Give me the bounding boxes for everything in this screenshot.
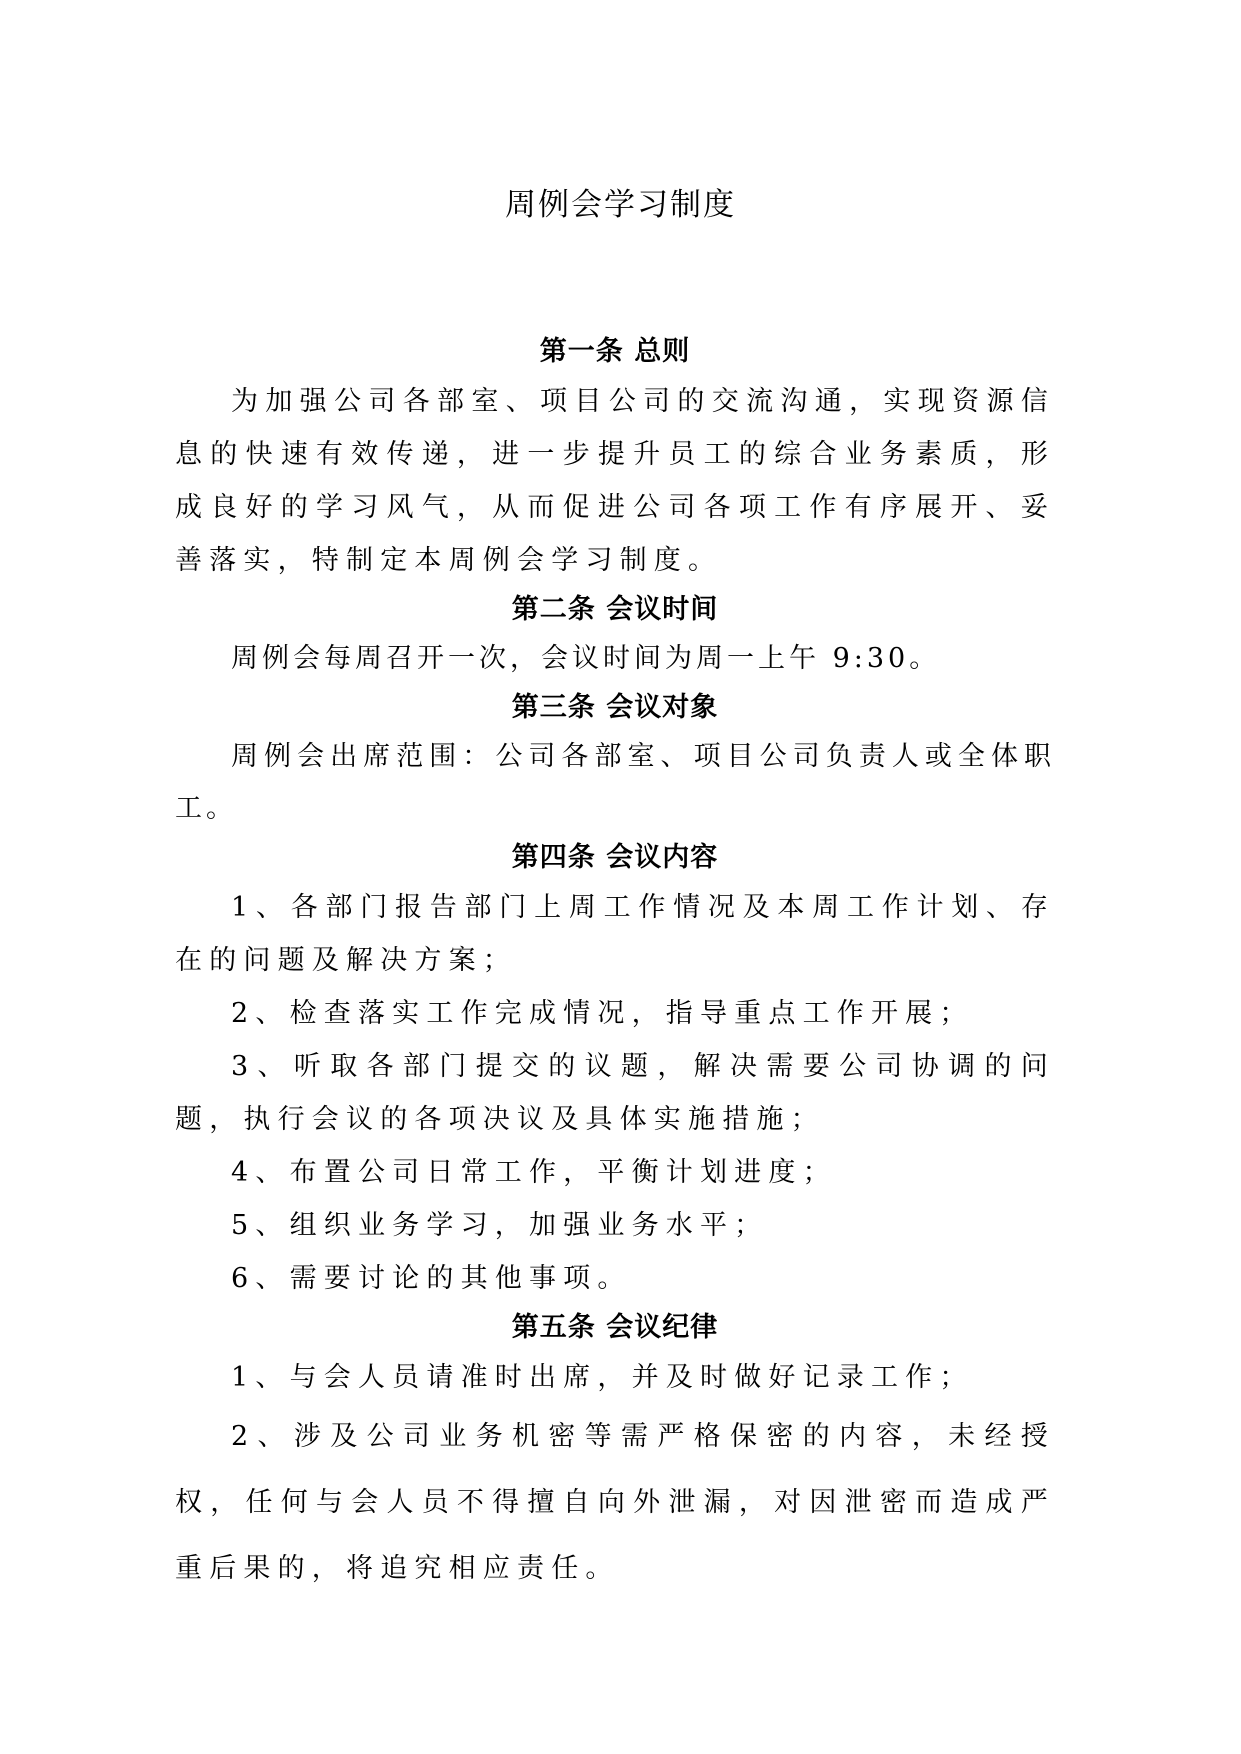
- section-heading: 第一条 总则: [539, 336, 691, 367]
- section-meeting-attendees: [175, 685, 1055, 835]
- section-meeting-content: [175, 835, 1055, 1305]
- section-paragraph: 为加强公司各部室、项目公司的交流沟通，实现资源信息的快速有效传递，进一步提升员工的综合业务素质，形成良好的学习风气，从而促进公司各项工作有序展开、妥善落实，特制定本周例会学习制度。: [175, 386, 1055, 576]
- section-heading: 第四条 会议内容: [511, 842, 719, 873]
- section-meeting-time: [175, 587, 1055, 685]
- list-item: 2、检查落实工作完成情况，指导重点工作开展；: [231, 998, 974, 1029]
- list-item: 6、需要讨论的其他事项。: [231, 1263, 632, 1294]
- list-item: 1、与会人员请准时出席，并及时做好记录工作；: [231, 1362, 974, 1393]
- document-title: 周例会学习制度: [505, 187, 736, 223]
- section-meeting-discipline: [175, 1305, 1055, 1602]
- document-body: [175, 329, 1055, 1602]
- section-heading: 第三条 会议对象: [511, 692, 719, 723]
- section-heading: 第二条 会议时间: [511, 594, 719, 625]
- section-general: [175, 329, 1055, 587]
- list-item: 3、听取各部门提交的议题，解决需要公司协调的问题，执行会议的各项决议及具体实施措施；: [175, 1051, 1055, 1135]
- list-item: 1、各部门报告部门上周工作情况及本周工作计划、存在的问题及解决方案；: [175, 892, 1055, 976]
- list-item: 4、布置公司日常工作，平衡计划进度；: [231, 1157, 837, 1188]
- section-heading: 第五条 会议纪律: [511, 1312, 719, 1343]
- section-paragraph: 周例会出席范围：公司各部室、项目公司负责人或全体职工。: [175, 741, 1055, 824]
- list-item: 2、涉及公司业务机密等需严格保密的内容，未经授权，任何与会人员不得擅自向外泄漏，对因泄密而造成严重后果的，将追究相应责任。: [175, 1421, 1055, 1584]
- section-paragraph: 周例会每周召开一次，会议时间为周一上午 9:30。: [231, 643, 941, 674]
- list-item: 5、组织业务学习，加强业务水平；: [231, 1210, 769, 1241]
